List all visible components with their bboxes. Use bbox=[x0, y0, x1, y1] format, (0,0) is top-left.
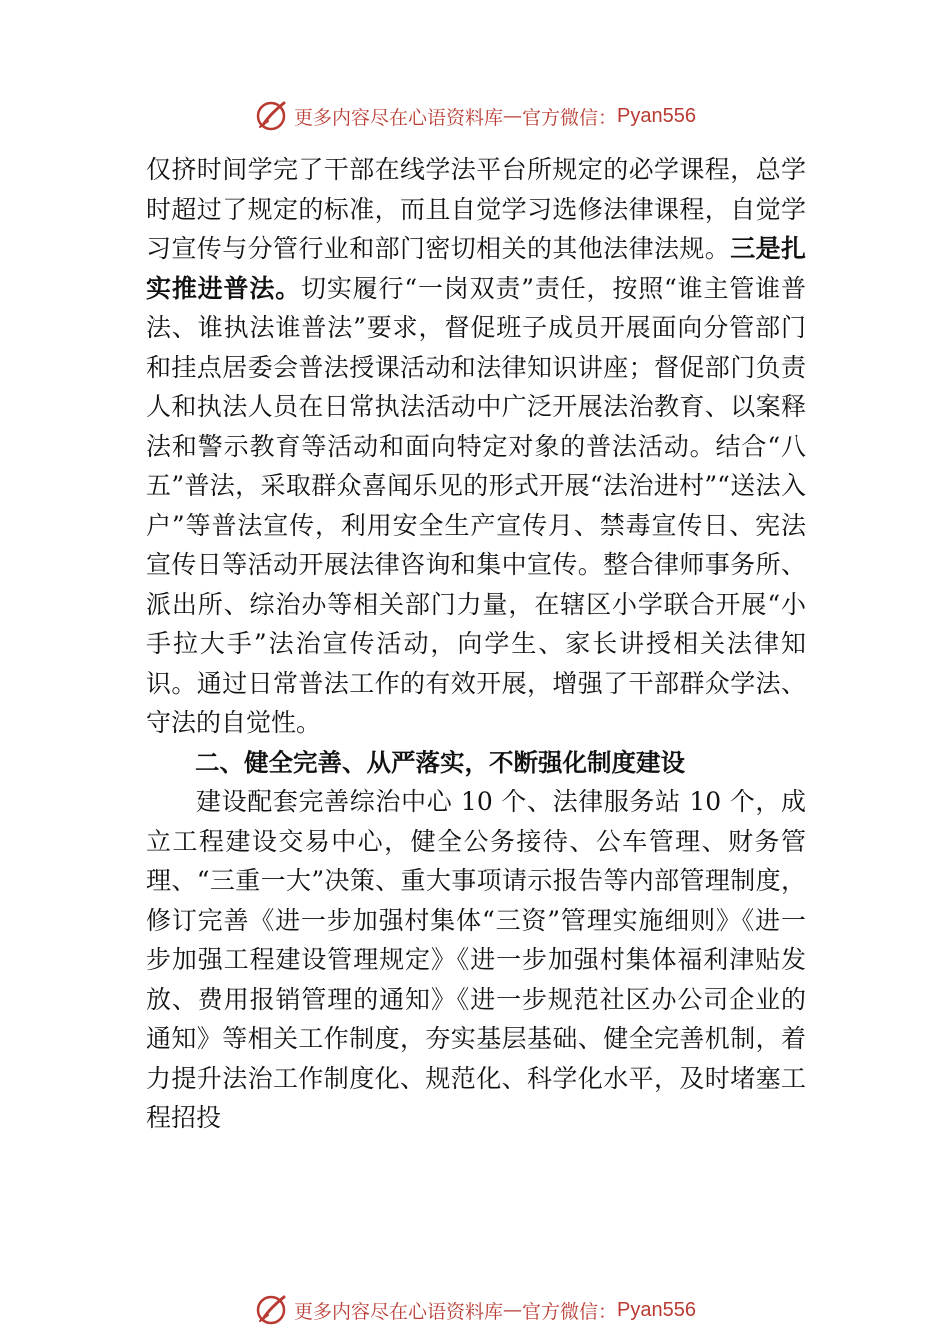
brush-logo-icon bbox=[254, 99, 288, 133]
paragraph-1 bbox=[146, 150, 806, 743]
banner-site-text: 更多内容尽在心语资料库 bbox=[294, 1300, 504, 1323]
paragraph-2: 建设配套完善综治中心 10 个、法律服务站 10 个，成立工程建设交易中心，健全公务接待、公车管理、财务管理、“三重一大”决策、重大事项请示报告等内部管理制度，修订完善《进一步加强村集体“三资”管理实施细则》《进一步加强工程建设管理规定》《进一步加强村集体福利津贴发放、费用报销管理的通知》《进一步规范社区办公司企业的通知》等相关工作制度，夯实基层基础、健全完善机制，着力提升法治工作制度化、规范化、科学化水平，及时堵塞工程招投 bbox=[146, 787, 806, 1132]
banner-wechat-id: Pyan556 bbox=[617, 104, 696, 127]
brush-logo-icon bbox=[254, 1293, 288, 1327]
footer-watermark-banner bbox=[0, 1290, 950, 1330]
document-body bbox=[146, 150, 806, 1138]
banner-separator: — bbox=[503, 105, 523, 127]
header-watermark-banner bbox=[0, 96, 950, 136]
banner-separator: — bbox=[503, 1299, 523, 1321]
banner-wechat-id: Pyan556 bbox=[617, 1298, 696, 1321]
paragraph-1-bold-lead: 三是扎实推进普法。 bbox=[146, 234, 806, 303]
banner-wechat-label: 官方微信： bbox=[522, 1300, 618, 1323]
paragraph-1-rest: 切实履行“一岗双责”责任，按照“谁主管谁普法、谁执法谁普法”要求，督促班子成员开展面向分管部门和挂点居委会普法授课活动和法律知识讲座；督促部门负责人和执法人员在日常执法活动中广泛开展法治教育、以案释法和警示教育等活动和面向特定对象的普法活动。结合“八五”普法，采取群众喜闻乐见的形式开展“法治进村”“送法入户”等普法宣传，利用安全生产宣传月、禁毒宣传日、宪法宣传日等活动开展法律咨询和集中宣传。整合律师事务所、派出所、综治办等相关部门力量，在辖区小学联合开展“小手拉大手”法治宣传活动，向学生、家长讲授相关法律知识。通过日常普法工作的有效开展，增强了干部群众学法、守法的自觉性。 bbox=[146, 273, 806, 737]
banner-site-text: 更多内容尽在心语资料库 bbox=[294, 106, 504, 129]
banner-wechat-label: 官方微信： bbox=[522, 106, 618, 129]
paragraph-1-text: 仅挤时间学完了干部在线学法平台所规定的必学课程，总学时超过了规定的标准，而且自觉学习选修法律课程，自觉学习宣传与分管行业和部门密切相关的其他法律法规。 bbox=[146, 155, 806, 263]
section-heading-2: 二、健全完善、从严落实，不断强化制度建设 bbox=[195, 747, 685, 777]
